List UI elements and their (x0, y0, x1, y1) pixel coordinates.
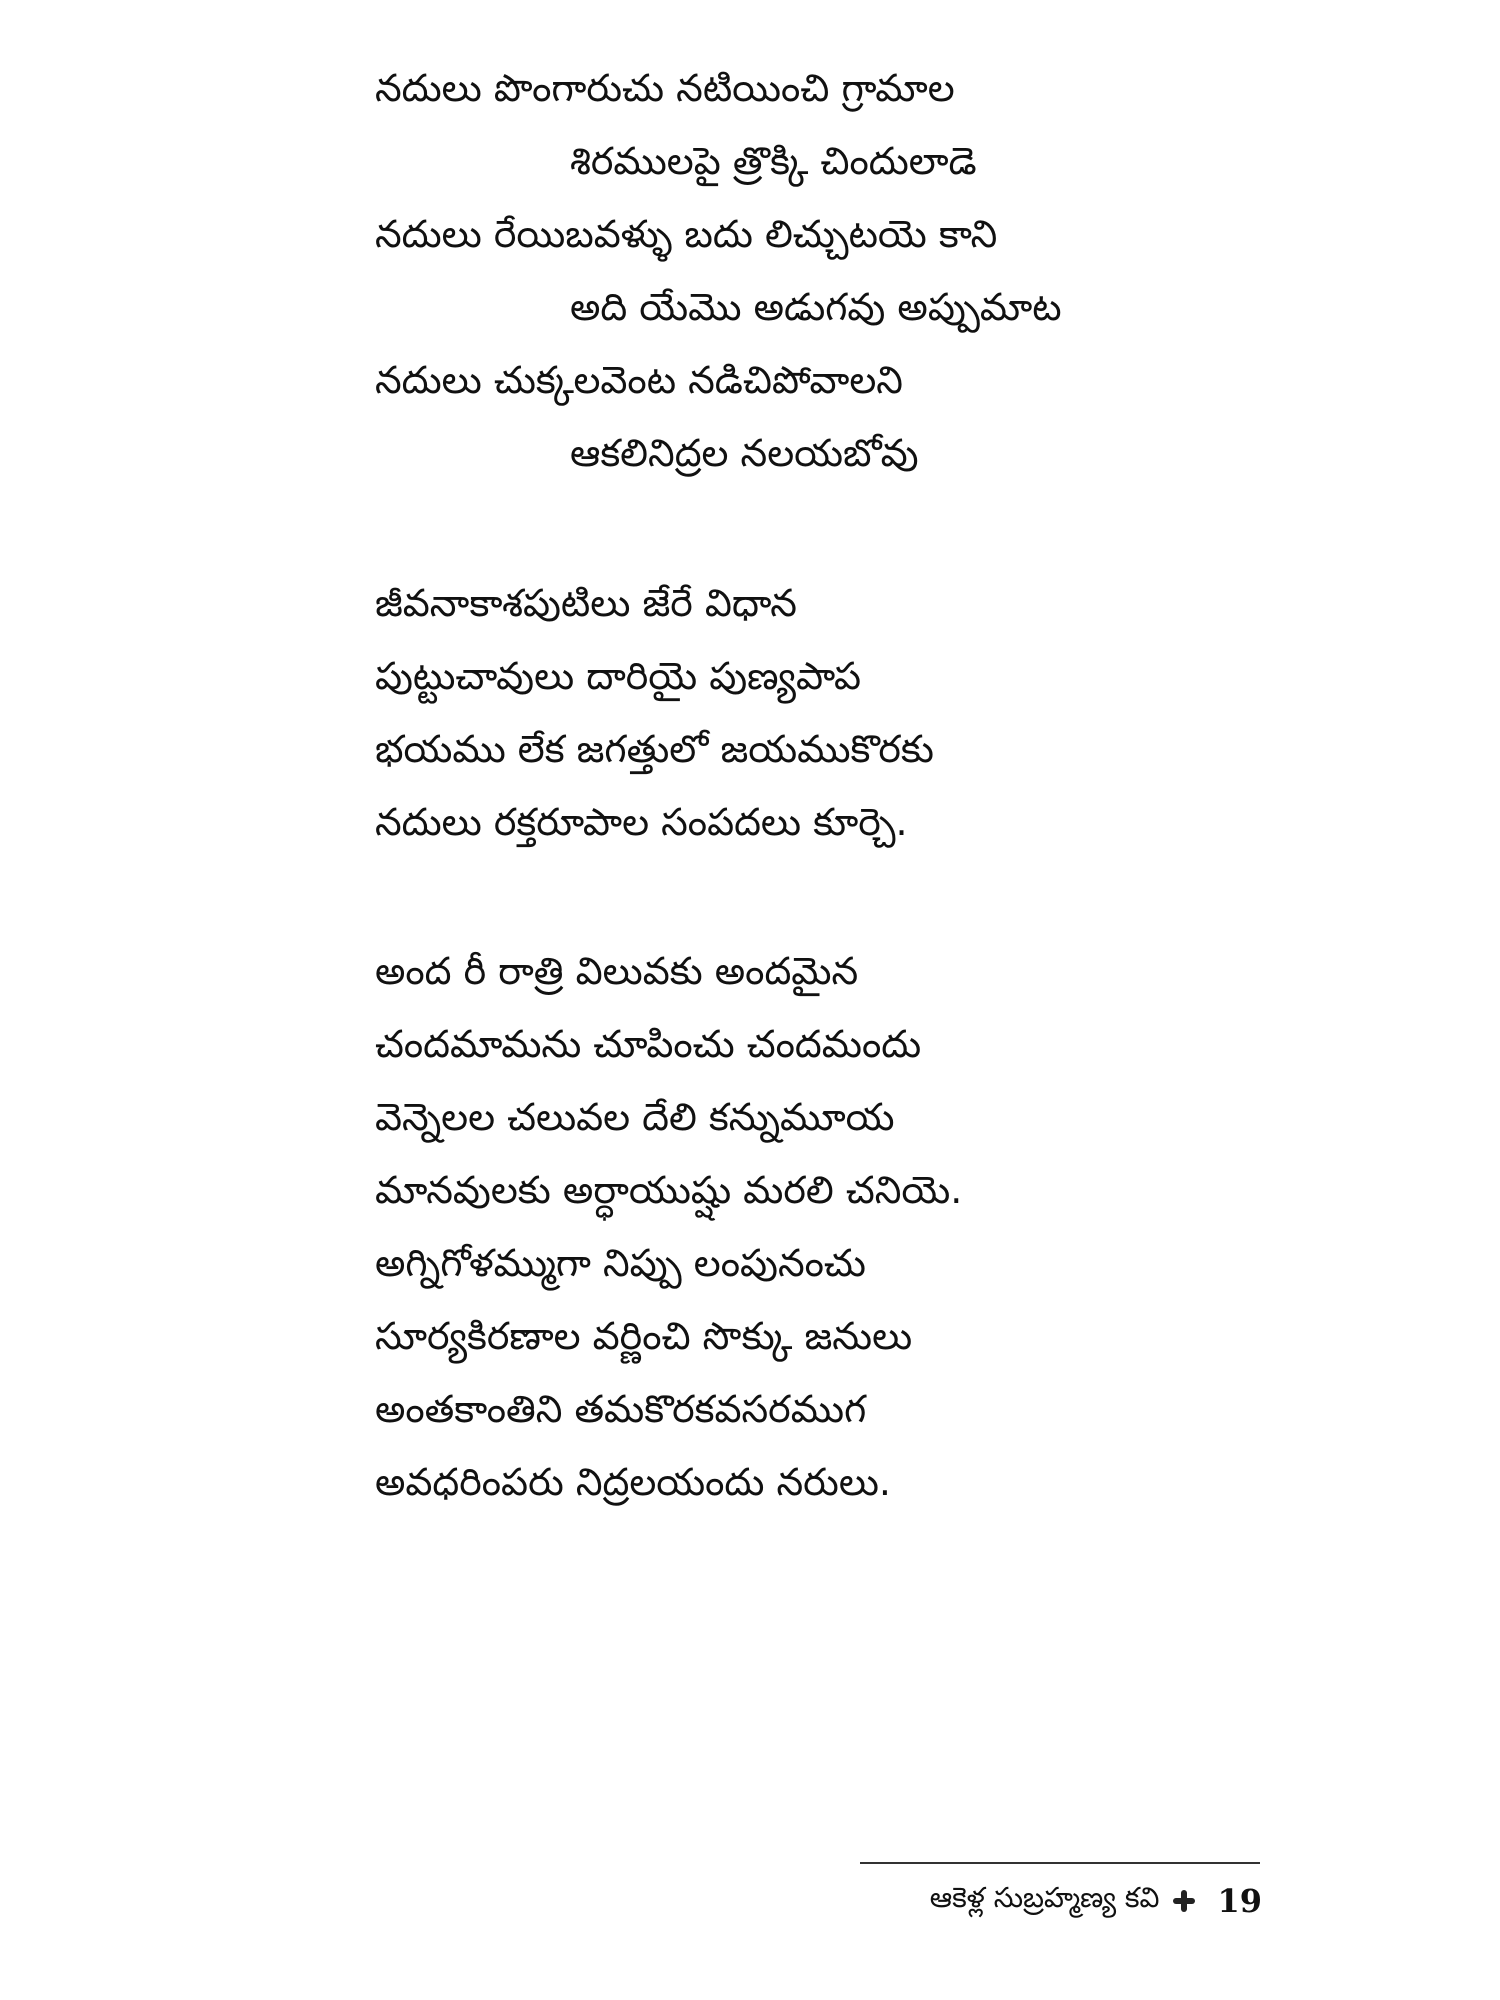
poem-stanza-3 (375, 935, 1275, 1519)
poem-line: పుట్టుచావులు దారియై పుణ్యపాప (375, 654, 861, 698)
poem-line: నదులు చుక్కలవెంట నడిచిపోవాలని (375, 358, 903, 402)
poem-line: అది యేమొ అడుగవు అప్పుమాట (570, 285, 1062, 329)
poem-line: వెన్నెలల చలువల దేలి కన్నుమూయ (375, 1095, 895, 1139)
poem-stanza-2 (375, 567, 1275, 859)
poem-line: చందమామను చూపించు చందమందు (375, 1022, 922, 1066)
poem-line: నదులు రేయిబవళ్ళు బదు లిచ్చుటయె కాని (375, 212, 998, 256)
poem-line: అంద రీ రాత్రి విలువకు అందమైన (375, 949, 859, 993)
poem-stanza-1 (375, 52, 1275, 490)
poem-line: భయము లేక జగత్తులో జయముకొరకు (375, 727, 934, 771)
poem-line: అగ్నిగోళమ్ముగా నిప్పు లంపునంచు (375, 1241, 866, 1285)
poem-line: ఆకలినిద్రల నలయబోవు (570, 431, 919, 475)
page-footer (862, 1876, 1262, 1926)
page-number: 19 (1217, 1882, 1262, 1920)
poem-line: శిరములపై త్రొక్కి చిందులాడె (570, 139, 977, 183)
poem-line: మానవులకు అర్ధాయుష్షు మరలి చనియె. (375, 1168, 963, 1212)
footer-author: ఆకెళ్ల సుబ్రహ్మణ్య కవి (929, 1881, 1160, 1914)
footer-divider (860, 1862, 1260, 1864)
poem-line: అంతకాంతిని తమకొరకవసరముగ (375, 1387, 867, 1431)
diamond-ornament-icon (1173, 1890, 1195, 1912)
poem-line: నదులు రక్తరూపాల సంపదలు కూర్చె. (375, 800, 908, 844)
poem-line: సూర్యకిరణాల వర్ణించి సొక్కు జనులు (375, 1314, 913, 1358)
poem-line: జీవనాకాశపుటిలు జేరే విధాన (375, 581, 797, 625)
poem-line: అవధరింపరు నిద్రలయందు నరులు. (375, 1460, 891, 1504)
poem-line: నదులు పొంగారుచు నటియించి గ్రామాల (375, 66, 955, 110)
